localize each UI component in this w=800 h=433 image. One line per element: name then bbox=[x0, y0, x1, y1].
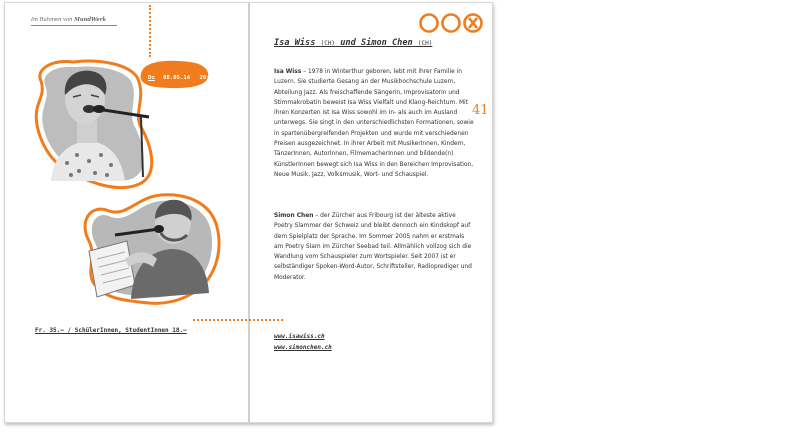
series-context bbox=[31, 17, 117, 26]
event-time: 20:15 bbox=[199, 75, 217, 81]
event-date bbox=[148, 75, 216, 81]
artist-name-1: Isa Wiss bbox=[274, 38, 316, 48]
context-prefix: Im Rahmen von bbox=[31, 17, 73, 23]
page-title bbox=[274, 38, 432, 48]
bio-name: Isa Wiss bbox=[274, 69, 302, 75]
bio-name: Simon Chen bbox=[274, 213, 314, 219]
bio-text: – der Zürcher aus Fribourg ist der älteste aktive Poetry Slammer der Schweiz und bleibt dennoch ein Kindskopf auf dem Spielplatz der Sprache. Im Sommer 2005 nahm er erstmals am Poetry Slam im Zürcher Seebad teil. Allmählich vollzog sich die Wandlung vom Schauspieler zum Wortspieler. Seit 2007 ist er selbständiger Spoken-Word-Autor, Schriftsteller, Radioprediger und Moderator. bbox=[274, 213, 472, 281]
artist-country-1: (CH) bbox=[320, 40, 336, 47]
dotted-divider-horizontal bbox=[193, 319, 283, 321]
dotted-divider-vertical bbox=[149, 5, 151, 57]
title-conjunction: und bbox=[340, 38, 356, 48]
bio-simon-chen bbox=[274, 211, 474, 283]
ticket-price: Fr. 35.– / SchülerInnen, StudentInnen 18.– bbox=[35, 327, 187, 334]
link-simonchen[interactable]: www.simonchen.ch bbox=[274, 344, 332, 351]
date-badge-shape bbox=[138, 59, 210, 89]
brochure-spread bbox=[4, 2, 493, 423]
logo-circles-icon bbox=[419, 11, 487, 35]
poet-photo bbox=[75, 189, 225, 309]
page-number: 41 bbox=[472, 103, 489, 118]
event-date-value: 08.05.14 bbox=[163, 75, 191, 81]
context-brand: MundWerk bbox=[74, 17, 107, 23]
link-isawiss[interactable]: www.isawiss.ch bbox=[274, 333, 325, 340]
bio-isa-wiss bbox=[274, 67, 474, 180]
page-gutter bbox=[248, 3, 250, 422]
artist-country-2: (CH) bbox=[417, 40, 433, 47]
artist-name-2: Simon Chen bbox=[360, 38, 413, 48]
event-day: Do bbox=[148, 75, 155, 81]
bio-text: – 1978 in Winterthur geboren, lebt mit ihrer Familie in Luzern. Sie studierte Gesang an der Musikhochschule Luzern, Abteilung Jazz. Als freischaffende Sängerin, Improvisatorin und Stimmakrobatin beweist Isa Wiss Vielfalt und Klang-Reichtum. Mit ihren Konzerten ist Isa Wiss sowohl im In- als auch im Ausland unterwegs. Sie singt in den unterschiedlichsten Formationen, sowie in spartenübergreifenden Projekten und wurde mit verschiedenen Preisen ausgezeichnet. In ihrer Arbeit mit MusikerInnen, Kindern, TänzerInnen, AutorInnen, FilmemacherInnen und bildende(n) KünstlerInnen bewegt sich Isa Wiss in den Bereichen Improvisation, Neue Musik, Jazz, Volksmusik, Wort- und Schauspiel. bbox=[274, 69, 474, 178]
